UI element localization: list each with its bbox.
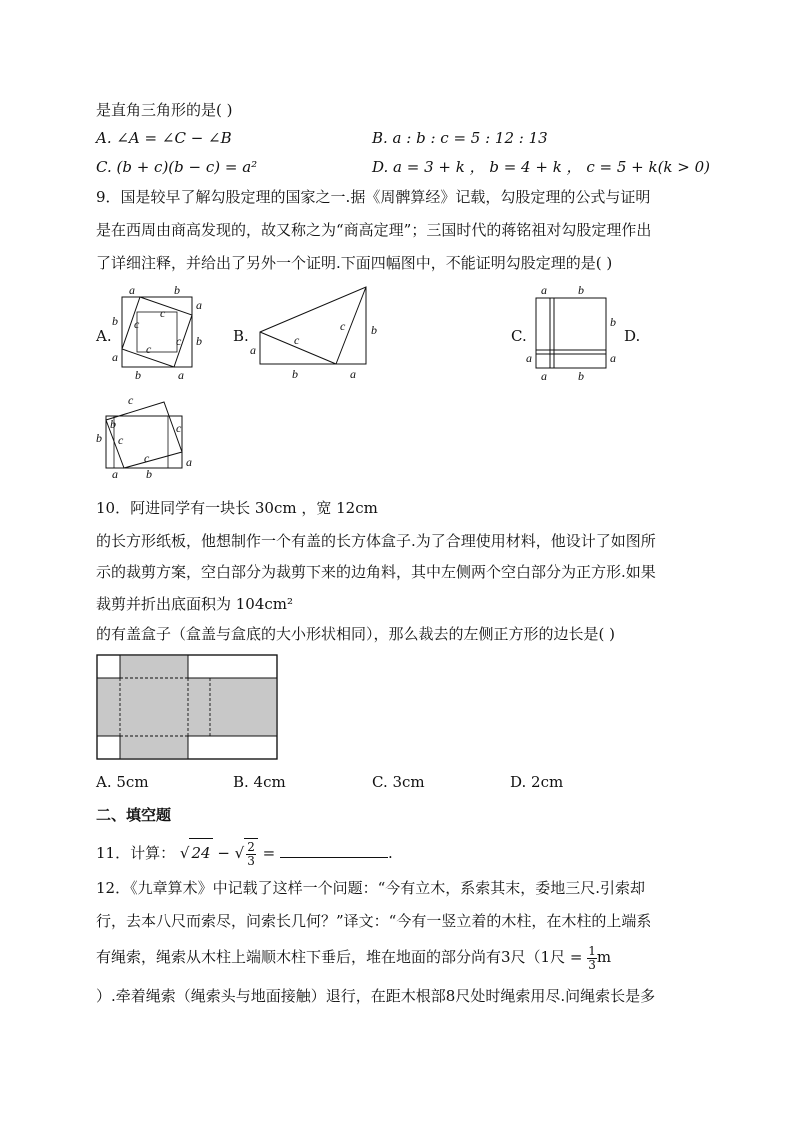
q9-figure-c [524,282,624,386]
svg-text:c: c [294,333,300,347]
q8-option-b: B. a : b : c = 5 : 12 : 13 [372,129,548,147]
q12-line-2: 行，去本八尺而索尽，问索长几何？”译文：“今有一竖立着的木柱，在木柱的上端系 [96,912,652,930]
q11-equals: = [262,844,276,862]
svg-text:a: a [610,351,616,365]
svg-text:c: c [144,451,150,465]
q9-figure-a-label: A. [96,327,112,345]
q10-option-c: C. 3cm [372,773,425,791]
q8-option-a: A. ∠A = ∠C − ∠B [96,129,232,147]
svg-text:a: a [541,369,547,383]
svg-text:a: a [112,467,118,481]
q8-stem-end: 是直角三角形的是( ) [96,101,233,119]
svg-text:a: a [196,298,202,312]
q11-minus: − [217,844,230,862]
q10-option-d: D. 2cm [510,773,564,791]
q11-frac-num: 2 [247,839,255,854]
q11-answer-blank[interactable] [280,843,388,858]
q9-figure-c-label: C. [511,327,527,345]
svg-text:b: b [112,314,118,328]
svg-text:c: c [146,342,152,356]
q10-cutting-diagram [96,654,280,762]
q9-figure-b [246,282,386,382]
svg-text:b: b [146,467,152,481]
q11-frac-den: 3 [247,853,255,868]
section-heading-fill-blank: 二、填空题 [96,806,172,824]
svg-text:b: b [371,323,377,337]
q10-line-1: 10．阿进同学有一块长 30cm ，宽 12cm [96,499,378,517]
q8-option-c: C. (b + c)(b − c) = a² [96,158,258,176]
q9-figure-d [92,392,202,482]
q9-figure-a [108,283,208,383]
q9-line-1: 9．国是较早了解勾股定理的国家之一.据《周髀算经》记载，勾股定理的公式与证明 [96,188,651,206]
svg-text:b: b [110,417,116,431]
svg-text:c: c [134,317,140,331]
svg-text:a: a [112,350,118,364]
svg-text:a: a [526,351,532,365]
svg-text:c: c [340,319,346,333]
q8-option-d: D. a = 3 + k ， b = 4 + k ， c = 5 + k(k > 0) [372,158,711,176]
q11-prefix: 11．计算： [96,844,176,862]
svg-text:c: c [128,393,134,407]
svg-text:b: b [196,334,202,348]
svg-text:c: c [176,421,182,435]
svg-text:a: a [186,455,192,469]
svg-text:a: a [129,283,135,297]
svg-text:b: b [96,431,102,445]
svg-text:b: b [578,369,584,383]
q11-question: 11．计算： √ 24 − √ $\frac{2}{3}$ = . [96,839,393,868]
svg-text:b: b [292,367,298,381]
svg-text:c: c [176,334,182,348]
svg-text:b: b [578,283,584,297]
q9-figure-d-label: D. [624,327,641,345]
svg-text:b: b [135,368,141,382]
q12-frac-num: 1 [588,943,596,958]
q9-figure-b-label: B. [233,327,249,345]
q12-line-4: ）.牵着绳索（绳索头与地面接触）退行，在距木根部8尺处时绳索用尽.问绳索长是多 [96,987,656,1005]
q11-radicand-24: 24 [189,838,212,867]
q9-line-3: 了详细注释，并给出了另外一个证明.下面四幅图中，不能证明勾股定理的是( ) [96,254,613,272]
svg-text:a: a [541,283,547,297]
q10-line-3: 示的裁剪方案，空白部分为裁剪下来的边角料，其中左侧两个空白部分为正方形.如果 [96,563,656,581]
q10-line-5: 的有盖盒子（盒盖与盒底的大小形状相同），那么裁去的左侧正方形的边长是( ) [96,625,615,643]
svg-text:a: a [350,367,356,381]
q10-line-4: 裁剪并折出底面积为 104cm² [96,595,294,613]
svg-text:c: c [118,433,124,447]
svg-text:a: a [250,343,256,357]
q10-option-b: B. 4cm [233,773,286,791]
svg-text:b: b [174,283,180,297]
q12-line-1: 12．《九章算术》中记载了这样一个问题：“今有立木，系索其末，委地三尺.引索却 [96,879,646,897]
q12-line-3-text: 有绳索，绳索从木柱上端顺木柱下垂后，堆在地面的部分尚有3尺（1尺 = [96,948,583,966]
q12-line-3 [96,940,611,974]
svg-text:c: c [160,306,166,320]
svg-text:b: b [610,315,616,329]
q10-option-a: A. 5cm [96,773,149,791]
svg-text:a: a [178,368,184,382]
q12-unit: m [596,948,612,966]
q12-frac-den: 3 [588,957,596,972]
q9-line-2: 是在西周由商高发现的，故又称之为“商高定理”；三国时代的蒋铭祖对勾股定理作出 [96,221,652,239]
q11-end: . [388,844,393,862]
q10-line-2: 的长方形纸板，他想制作一个有盖的长方体盒子.为了合理使用材料，他设计了如图所 [96,532,656,550]
